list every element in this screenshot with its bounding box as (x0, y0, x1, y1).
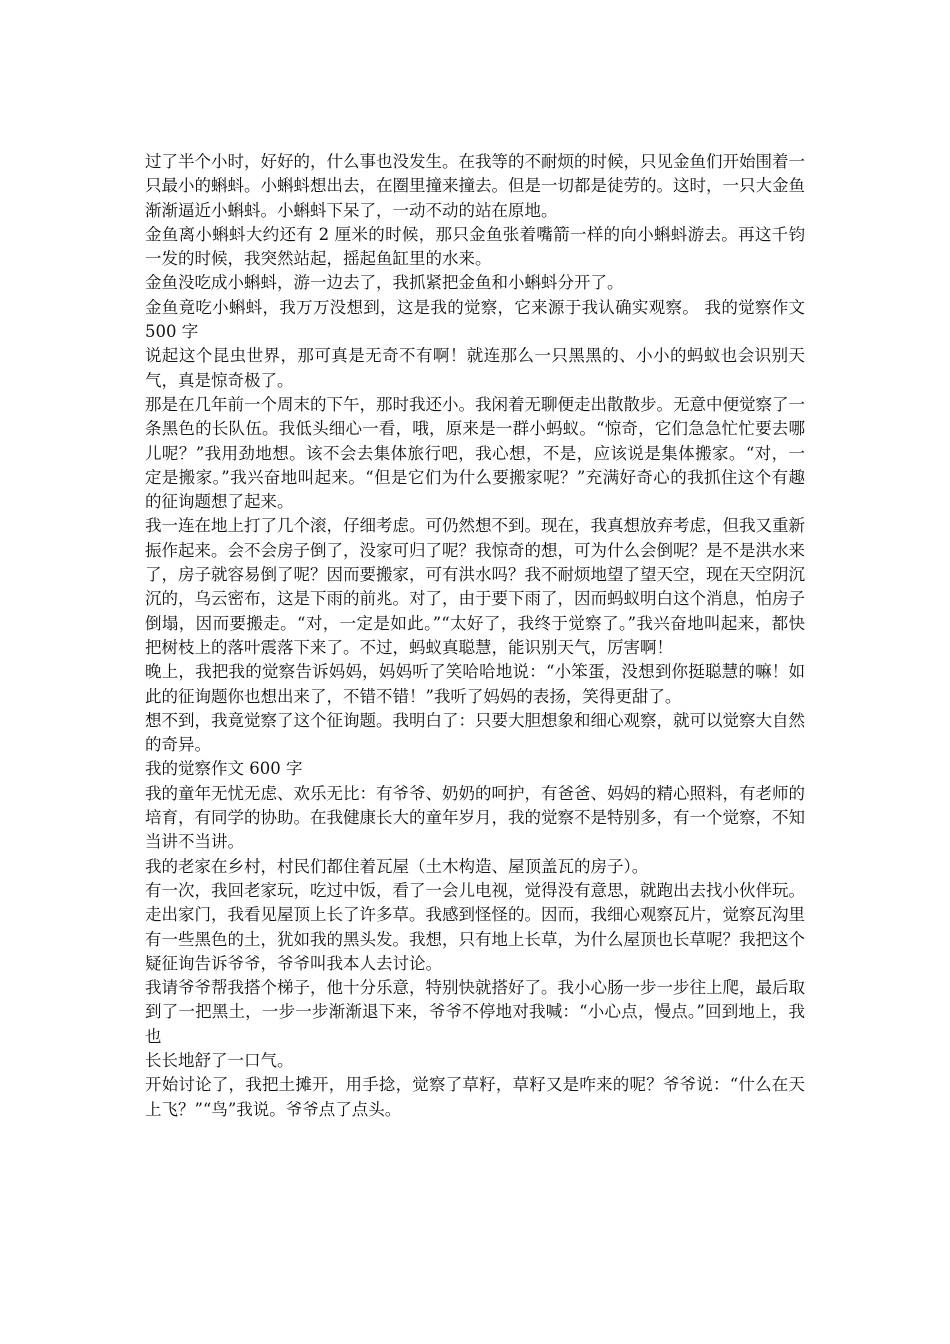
paragraph: 金鱼离小蝌蚪大约还有 2 厘米的时候，那只金鱼张着嘴箭一样的向小蝌蚪游去。再这千钧一发的时候，我突然站起，摇起鱼缸里的水来。 (145, 224, 805, 269)
paragraph: 有一次，我回老家玩，吃过中饭，看了一会儿电视，觉得没有意思，就跑出去找小伙伴玩。 走出家门，我看见屋顶上长了许多草。我感到怪怪的。因而，我细心观察瓦片，觉察瓦沟里有一些黑色的土，犹如我的黑头发。我想，只有地上长草，为什么屋顶也长草呢？我把这个疑征询告诉爷爷，爷爷叫我本人去讨论。 (145, 880, 805, 973)
section-heading: 我的觉察作文 600 字 (145, 759, 303, 779)
paragraph-with-heading: 金鱼竟吃小蝌蚪，我万万没想到，这是我的觉察，它来源于我认确实观察。 我的觉察作文 500 字 (145, 297, 805, 342)
paragraph: 金鱼没吃成小蝌蚪，游一边去了，我抓紧把金鱼和小蝌蚪分开了。 (145, 273, 624, 293)
paragraph: 开始讨论了，我把土摊开，用手捻，觉察了草籽，草籽又是咋来的呢？爷爷说：“什么在天上飞？”“鸟”我说。爷爷点了点头。 (145, 1075, 805, 1119)
document-body (145, 150, 805, 1122)
paragraph: 晚上，我把我的觉察告诉妈妈，妈妈听了笑哈哈地说：“小笨蛋，没想到你挺聪慧的嘛！如此的征询题你也想出来了，不错不错！”我听了妈妈的表扬，笑得更甜了。 (145, 662, 805, 706)
paragraph: 长长地舒了一口气。 (145, 1050, 294, 1070)
paragraph: 我一连在地上打了几个滚，仔细考虑。可仍然想不到。现在，我真想放弃考虑，但我又重新振作起来。会不会房子倒了，没家可归了呢？我惊奇的想，可为什么会倒呢？是不是洪水来了，房子就容易倒了呢？因而要搬家，可有洪水吗？我不耐烦地望了望天空，现在天空阴沉沉的，乌云密布，这是下雨的前兆。对了，由于要下雨了，因而蚂蚁明白这个消息，怕房子倒塌，因而要搬走。“对，一定是如此。”“太好了，我终于觉察了。”我兴奋地叫起来，都快把树枝上的落叶震落下来了。不过，蚂蚁真聪慧，能识别天气，厉害啊！ (145, 516, 805, 657)
paragraph: 过了半个小时，好好的，什么事也没发生。在我等的不耐烦的时候，只见金鱼们开始围着一只最小的蝌蚪。小蝌蚪想出去，在圈里撞来撞去。但是一切都是徒劳的。这时，一只大金鱼渐渐逼近小蝌蚪。小蝌蚪下呆了，一动不动的站在原地。 (145, 152, 805, 220)
paragraph: 我请爷爷帮我搭个梯子，他十分乐意，特别快就搭好了。我小心肠一步一步往上爬，最后取到了一把黑土，一步一步渐渐退下来，爷爷不停地对我喊：“小心点，慢点。”回到地上，我也 (145, 978, 805, 1046)
paragraph: 我的童年无忧无虑、欢乐无比：有爷爷、奶奶的呵护，有爸爸、妈妈的精心照料，有老师的培育，有同学的协助。在我健康长大的童年岁月，我的觉察不是特别多，有一个觉察，不知当讲不当讲。 (145, 783, 805, 852)
paragraph: 说起这个昆虫世界，那可真是无奇不有啊！就连那么一只黑黑的、小小的蚂蚁也会识别天气，真是惊奇极了。 (145, 346, 805, 390)
paragraph: 我的老家在乡村，村民们都住着瓦屋（土木构造、屋顶盖瓦的房子）。 (145, 856, 649, 876)
paragraph: 想不到，我竟觉察了这个征询题。我明白了：只要大胆想象和细心观察，就可以觉察大自然的奇异。 (145, 710, 805, 755)
paragraph: 那是在几年前一个周末的下午，那时我还小。我闲着无聊便走出散散步。无意中便觉察了一条黑色的长队伍。我低头细心一看，哦，原来是一群小蚂蚁。“惊奇，它们急急忙忙要去哪儿呢？”我用劲地想。该不会去集体旅行吧，我心想，不是，应该说是集体搬家。“对，一定是搬家。”我兴奋地叫起来。“但是它们为什么要搬家呢？”充满好奇心的我抓住这个有趣的征询题想了起来。 (145, 394, 805, 512)
